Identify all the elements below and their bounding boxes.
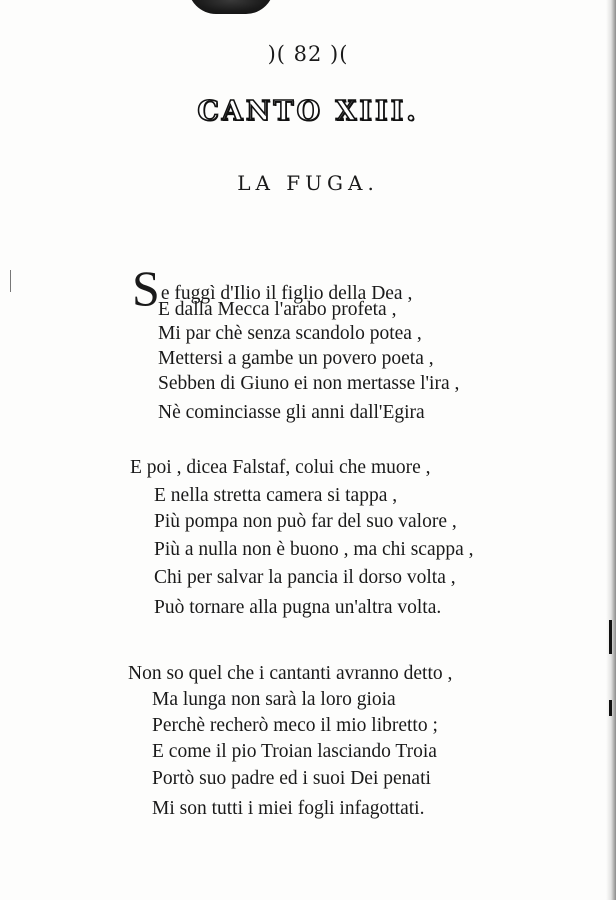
verse-line: Mi par chè senza scandolo potea , bbox=[158, 323, 422, 344]
verse-line: Non so quel che i cantanti avranno detto , bbox=[128, 663, 453, 684]
verse-line: E nella stretta camera si tappa , bbox=[154, 485, 398, 506]
edge-mark bbox=[609, 620, 612, 654]
verse-line: Più a nulla non è buono , ma chi scappa , bbox=[154, 539, 474, 560]
verse-line: Nè cominciasse gli anni dall'Egira bbox=[158, 402, 425, 423]
verse-line: Portò suo padre ed i suoi Dei penati bbox=[152, 768, 431, 789]
verse-line: E dalla Mecca l'arabo profeta , bbox=[158, 299, 397, 320]
verse-line: Più pompa non può far del suo valore , bbox=[154, 511, 457, 532]
page-number: )( 82 )( bbox=[267, 42, 349, 66]
poem-subtitle: LA FUGA. bbox=[237, 171, 379, 195]
verse-line: Ma lunga non sarà la loro gioia bbox=[152, 689, 396, 710]
edge-mark bbox=[609, 700, 612, 716]
verse-line: Sebben di Giuno ei non mertasse l'ira , bbox=[158, 373, 460, 394]
verse-line: E poi , dicea Falstaf, colui che muore , bbox=[130, 457, 431, 478]
drop-cap: S bbox=[132, 260, 160, 316]
verse-line: E come il pio Troian lasciando Troia bbox=[152, 741, 437, 762]
canto-title: CANTO XIII. bbox=[197, 96, 419, 127]
verse-line: Se fuggì d'Ilio il figlio della Dea , bbox=[132, 260, 413, 316]
verse-line: Mi son tutti i miei fogli infagottati. bbox=[152, 798, 425, 819]
top-ornament-shadow bbox=[188, 0, 274, 14]
margin-mark bbox=[10, 270, 11, 292]
verse-line: Può tornare alla pugna un'altra volta. bbox=[154, 597, 442, 618]
page-edge-shadow bbox=[606, 0, 616, 900]
verse-line: Perchè recherò meco il mio libretto ; bbox=[152, 715, 438, 736]
verse-line: Mettersi a gambe un povero poeta , bbox=[158, 348, 434, 369]
verse-line: Chi per salvar la pancia il dorso volta , bbox=[154, 567, 456, 588]
